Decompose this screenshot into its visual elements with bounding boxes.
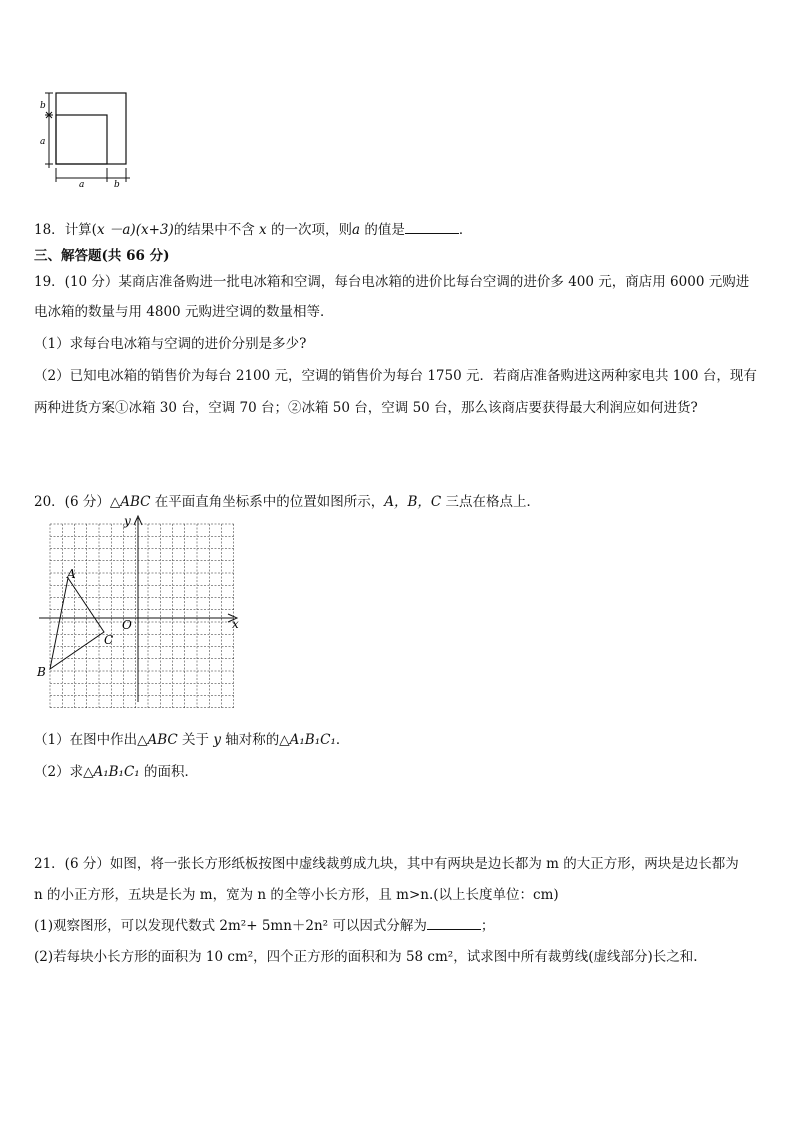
- question-20-part2: （2）求△A₁B₁C₁ 的面积．: [34, 764, 199, 780]
- outer-square: [56, 93, 126, 164]
- grid-lines: [50, 524, 234, 708]
- inner-square: [56, 115, 107, 164]
- square-diagram-figure: [34, 86, 134, 190]
- question-21-part2: (2)若每块小长方形的面积为 10 cm²，四个正方形的面积和为 58 cm²，试求图中所有裁剪线(虚线部分)长之和.: [34, 949, 698, 965]
- section-title: 三、解答题(共 66 分): [34, 248, 170, 264]
- label-a-bottom: a: [79, 180, 85, 190]
- question-21-part1: (1)观察图形，可以发现代数式 2m²+ 5mn＋2n² 可以因式分解为 ；: [34, 918, 495, 934]
- origin-label: O: [122, 618, 132, 632]
- answer-blank: [405, 221, 459, 234]
- point-a-label: A: [67, 567, 76, 581]
- question-20: 20．(6 分）△ABC 在平面直角坐标系中的位置如图所示，A，B，C 三点在格点上．: [34, 494, 541, 510]
- question-21-line1: 21．(6 分）如图，将一张长方形纸板按图中虚线裁剪成九块，其中有两块是边长都为 m 的大正方形，两块是边长都为: [34, 856, 739, 872]
- question-19-part1: （1）求每台电冰箱与空调的进价分别是多少?: [34, 336, 307, 352]
- question-19-line1: 19．(10 分）某商店准备购进一批电冰箱和空调，每台电冰箱的进价比每台空调的进价多 400 元，商店用 6000 元购进: [34, 274, 750, 290]
- answer-blank: [427, 917, 481, 930]
- label-a-left: a: [40, 137, 46, 147]
- question-19-line2: 电冰箱的数量与用 4800 元购进空调的数量相等．: [34, 304, 334, 320]
- question-19-part2b: 两种进货方案①冰箱 30 台，空调 70 台；②冰箱 50 台，空调 50 台，那么该商店要获得最大利润应如何进货?: [34, 400, 698, 416]
- triangle-abc: [50, 578, 104, 669]
- question-19-part2a: （2）已知电冰箱的销售价为每台 2100 元，空调的销售价为每台 1750 元．若商店准备购进这两种家电共 100 台，现有: [34, 368, 757, 384]
- axis-x-label: x: [232, 617, 239, 631]
- question-20-part1: （1）在图中作出△ABC 关于 y 轴对称的△A₁B₁C₁．: [34, 732, 350, 748]
- label-b-left: b: [40, 101, 46, 111]
- question-21-line2: n 的小正方形，五块是长为 m，宽为 n 的全等小长方形，且 m>n.(以上长度单位：cm): [34, 887, 559, 903]
- question-18: 18．计算(x －a)(x+3)的结果中不含 x 的一次项，则a 的值是 ．: [34, 222, 473, 238]
- point-c-label: C: [104, 633, 114, 647]
- point-b-label: B: [37, 665, 46, 679]
- coordinate-grid-figure: [34, 512, 249, 712]
- label-b-bottom: b: [114, 180, 120, 190]
- axis-y-label: y: [124, 514, 131, 528]
